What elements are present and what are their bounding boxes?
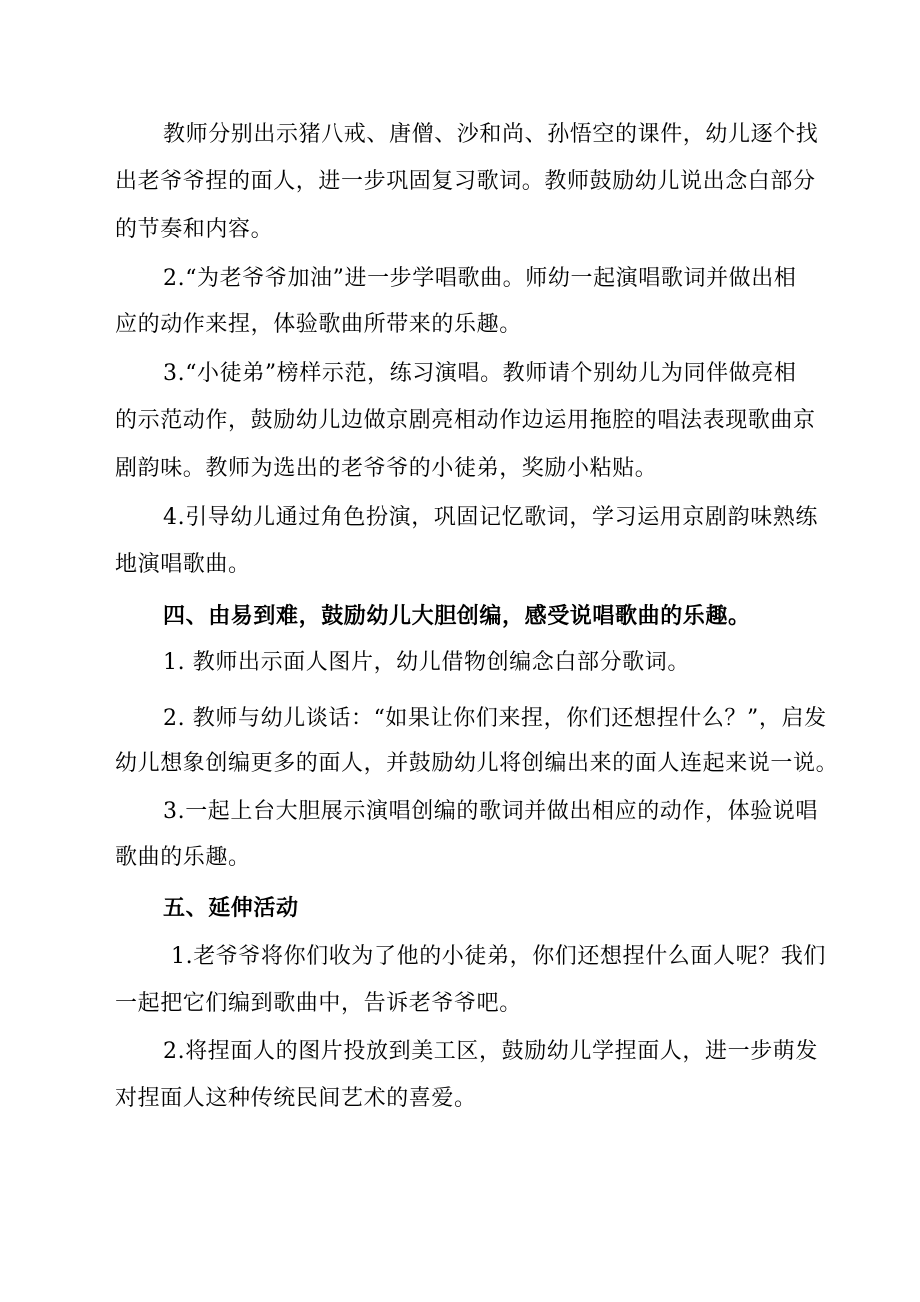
paragraph-line: 2.“为老爷爷加油”进一步学唱歌曲。师幼一起演唱歌词并做出相: [163, 266, 797, 291]
paragraph-line: 剧韵味。教师为选出的老爷爷的小徒弟，奖励小粘贴。: [115, 456, 658, 481]
paragraph-line: 4.引导幼儿通过角色扮演，巩固记忆歌词，学习运用京剧韵味熟练: [163, 505, 818, 530]
paragraph-line: 1.老爷爷将你们收为了他的小徒弟，你们还想捏什么面人呢？我们: [171, 944, 826, 969]
paragraph-line: 3.一起上台大胆展示演唱创编的歌词并做出相应的动作，体验说唱: [163, 799, 818, 824]
paragraph-line: 一起把它们编到歌曲中，告诉老爷爷吧。: [115, 991, 522, 1016]
paragraph-line: 的节奏和内容。: [115, 217, 274, 242]
paragraph-line: 2.将捏面人的图片投放到美工区，鼓励幼儿学捏面人，进一步萌发: [163, 1039, 818, 1064]
paragraph-line: 地演唱歌曲。: [115, 552, 251, 577]
paragraph-line: 2. 教师与幼儿谈话：“如果让你们来捏，你们还想捏什么？”，启发: [163, 706, 827, 731]
section-heading: 五、延伸活动: [163, 895, 299, 921]
paragraph-line: 对捏面人这种传统民间艺术的喜爱。: [115, 1086, 477, 1111]
paragraph-line: 教师分别出示猪八戒、唐僧、沙和尚、孙悟空的课件，幼儿逐个找: [163, 122, 819, 147]
paragraph-line: 幼儿想象创编更多的面人，并鼓励幼儿将创编出来的面人连起来说一说。: [115, 751, 839, 776]
paragraph-line: 歌曲的乐趣。: [115, 845, 251, 870]
paragraph-line: 应的动作来捏，体验歌曲所带来的乐趣。: [115, 312, 522, 337]
section-heading: 四、由易到难，鼓励幼儿大胆创编，感受说唱歌曲的乐趣。: [163, 603, 751, 629]
paragraph-line: 出老爷爷捏的面人，进一步巩固复习歌词。教师鼓励幼儿说出念白部分: [115, 169, 816, 194]
paragraph-line: 1. 教师出示面人图片，幼儿借物创编念白部分歌词。: [163, 650, 690, 675]
paragraph-line: 的示范动作，鼓励幼儿边做京剧亮相动作边运用拖腔的唱法表现歌曲京: [115, 408, 816, 433]
paragraph-line: 3.“小徒弟”榜样示范，练习演唱。教师请个别幼儿为同伴做亮相: [163, 361, 797, 386]
